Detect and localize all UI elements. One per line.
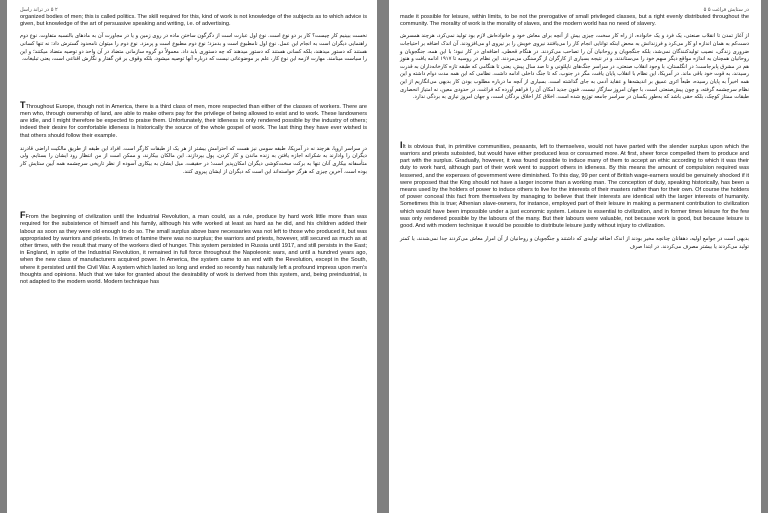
drop-cap: T bbox=[20, 99, 26, 110]
left-paragraph-1-english: organized bodies of men; this is called politics. The skill required for this, kind of work is not knowledge of the subjects as to which advice is given, but knowledge of the art of persuasive speaking and writing, i.e. of advertising. bbox=[20, 14, 367, 28]
left-page bbox=[7, 0, 377, 513]
right-page bbox=[389, 0, 761, 513]
drop-cap: F bbox=[20, 210, 26, 221]
drop-cap: I bbox=[400, 139, 403, 150]
right-paragraph-2-persian: بدیهی است در جوامع اولیه، دهقانان چنانچه مخیر بودند از اندک اضافه تولیدی که داشتند و جنگجویان و روحانیان از آن امرار معاش می‌کردند جدا نمی‌شدند، یا کمتر تولید می‌کردند یا بیشتر مصرف می‌کردند. در ابتدا صرف bbox=[400, 236, 749, 250]
left-paragraph-2-persian: در سراسر اروپا، هرچند نه در آمریکا، طبقه سومی نیز هست که احترامش بیشتر از هر یک از طبقات کارگر است. افراد این طبقه از طریق مالکیت اراضی قادرند دیگران را وادارند به شکرانه اجازه یافتن به زنده ماندن و کار کردن، پول بپردازند. این مالکان بیکارند، و ممکن است از من انتظار رود ایشان را بستایم. ولی متأسفانه بیکاری آنان تنها به برکت سخت‌کوشی دیگران امکان‌پذیر است؛ در حقیقت، میل ایشان به بیکاری آسوده از نظر تاریخی سرچشمه همه آیین ستایش کار بوده است. آخرین چیزی که هرگز خواسته‌اند این است که دیگران از ایشان پیروی کنند. bbox=[20, 145, 367, 175]
left-paragraph-2-english: TThroughout Europe, though not in America, there is a third class of men, more respected than either of the classes of workers. There are men who, through ownership of land, are able to make others pay for the privilege of being allowed to exist and to work. These landowners are idle, and I might therefore be expected to praise them. Unfortunately, their idleness is only rendered possible by the industry of others; indeed their desire for comfortable idleness is historically the source of the whole gospel of work. The last thing they have ever wished is that others should follow their example. bbox=[20, 99, 367, 139]
right-paragraph-2-english: IIt is obvious that, in primitive communities, peasants, left to themselves, would not have parted with the slender surplus upon which the warriors and priests subsisted, but would have either produced less or consumed more. At first, sheer force compelled them to produce and part with the surplus. Gradually, however, it was found possible to induce many of them to accept an ethic according to which it was their duty to work hard, although part of their work went to support others in idleness. By this means the amount of compulsion required was lessened, and the expenses of government were diminished. To this day, 99 per cent of British wage-earners would be genuinely shocked if it were proposed that the King should not have a larger income than a working man. The conception of duty, speaking historically, has been a means used by the holders of power to induce others to live for the interests of their masters rather than for their own. Of course the holders of power conceal this fact from themselves by managing to believe that their interests are identical with the larger interests of humanity. Sometimes this is true; Athenian slave-owners, for instance, employed part of their leisure in making a permanent contribution to civilization which would have been impossible under a just economic system. Leisure is essential to civilization, and in former times leisure for the few was only rendered possible by the labours of the many. But their labours were valuable, not because work is good, but because leisure is good. And with modern technique it would be possible to distribute leisure justly without injury to civilization. bbox=[400, 139, 749, 229]
right-paragraph-1-persian: از آغاز تمدن تا انقلاب صنعتی، یک فرد و یک خانواده، از راه کار سخت، چیزی بیش از آنچه برای معاش خود و خانواده‌اش لازم بود تولید نمی‌کرد، هرچند همسرش دست‌کم به همان اندازه او کار می‌کرد و فرزندانش به محض اینکه توانایی انجام کار را می‌یافتند نیروی خویش را بر نیروی او می‌افزودند. آن اندک اضافه بر احتیاجات ضروری زندگی، نصیب تولیدکنندگان نمی‌شد، بلکه جنگجویان و روحانیان آن را تصاحب می‌کردند. در هنگام قحطی، اضافه‌ای در کار نبود؛ با این همه، جنگجویان و روحانیان همچنان به اندازه مواقع دیگر سهم خود را می‌ستاندند، و در نتیجه بسیاری از کارگران از گرسنگی می‌مردند. این نظام در روسیه تا ۱۹۱۷ ادامه یافت و هنوز هم در مشرق پابرجاست؛ در انگلستان، با وجود انقلاب صنعتی، در سراسر جنگ‌های ناپلئونی و تا صد سال پیش، یعنی تا هنگامی که طبقه تازه کارخانه‌داران به قدرت رسیدند، به قوت خود باقی ماند. در آمریکا، این نظام با انقلاب پایان یافت، مگر در جنوب، که تا جنگ داخلی ادامه داشت. نظامی که این همه مدت دوام داشته و این همه اخیراً به پایان رسیده، طبعاً اثری عمیق بر اندیشه‌ها و عقاید آدمی به جای گذاشته است. بسیاری از آنچه ما درباره مطلوب بودن کار بدیهی می‌انگاریم از این نظام سرچشمه گرفته، و چون پیش‌صنعتی است، با جهان امروز سازگار نیست. فنون جدید امکان آن را فراهم آورده که فراغت، در حدودی معین، نه امتیاز انحصاری طبقات ممتاز کوچک، بلکه حقی باشد که به‌طور یکسان در سراسر جامعه توزیع شده است. اخلاق کار اخلاق بردگان است، و جهان امروز نیازی به بردگی ندارد. bbox=[400, 33, 750, 101]
right-paragraph-1-english: made it possible for leisure, within limits, to be not the prerogative of small privileged classes, but a right evenly distributed throughout the community. The morality of work is the morality of slaves, and the modern world has no need of slavery. bbox=[400, 14, 749, 28]
left-paragraph-1-persian: نخست ببینیم کار چیست؟ کار بر دو نوع است. نوع اول عبارت است از دگرگون ساختن ماده در روی زمین و یا در مجاورت آن به مادهای بالنسبه متفاوت. نوع دوم راهنمایی دیگران است به انجام این عمل. نوع اول نامطبوع است و بدمزد؛ نوع دوم مطبوع است و پرمزد. نوع دوم را میتوان نامحدود گسترش داد: نه تنها کسانی هستند که دستور میدهند، بلکه کسانی هستند که دستور میدهند که چه دستوری باید داد. معمولاً دو گروه سازمانی متضاد در آن واحد دو توصیه متضاد میکنند؛ و این را سیاست مینامند. مهارت لازمه این نوع کار، علم بر موضوعاتی نیست که درباره آنها توصیه میشود، بلکه وقوف بر فن گفتار و نگارش اقناعی است، یعنی تبلیغات. bbox=[20, 33, 367, 63]
left-paragraph-3-english: FFrom the beginning of civilization until the Industrial Revolution, a man could, as a rule, produce by hard work little more than was required for the subsistence of himself and his family, although his wife worked at least as hard as he did, and his children added their labour as soon as they were old enough to do so. The small surplus above bare necessaries was not left to those who produced it, but was appropriated by warriors and priests. In times of famine there was no surplus; the warriors and priests, however, still secured as much as at other times, with the result that many of the workers died of hunger. This system persisted in Russia until 1917, and still persists in the East; in England, in spite of the Industrial Revolution, it remained in full force throughout the Napoleonic wars, and until a hundred years ago, when the new class of manufacturers acquired power. In America, the system came to an end with the Revolution, except in the South, where it persisted until the Civil War. A system which lasted so long and ended so recently has naturally left a profound impress upon men's thoughts and opinions. Much that we take for granted about the desirability of work is derived from this system, and, being preindustrial, is not adapted to the modern world. Modern technique has bbox=[20, 210, 367, 285]
right-running-head: در ستایش فراغت ۵ ۵ bbox=[703, 7, 749, 13]
left-running-head: ۲ ۵ در تراند راسل bbox=[20, 7, 58, 13]
